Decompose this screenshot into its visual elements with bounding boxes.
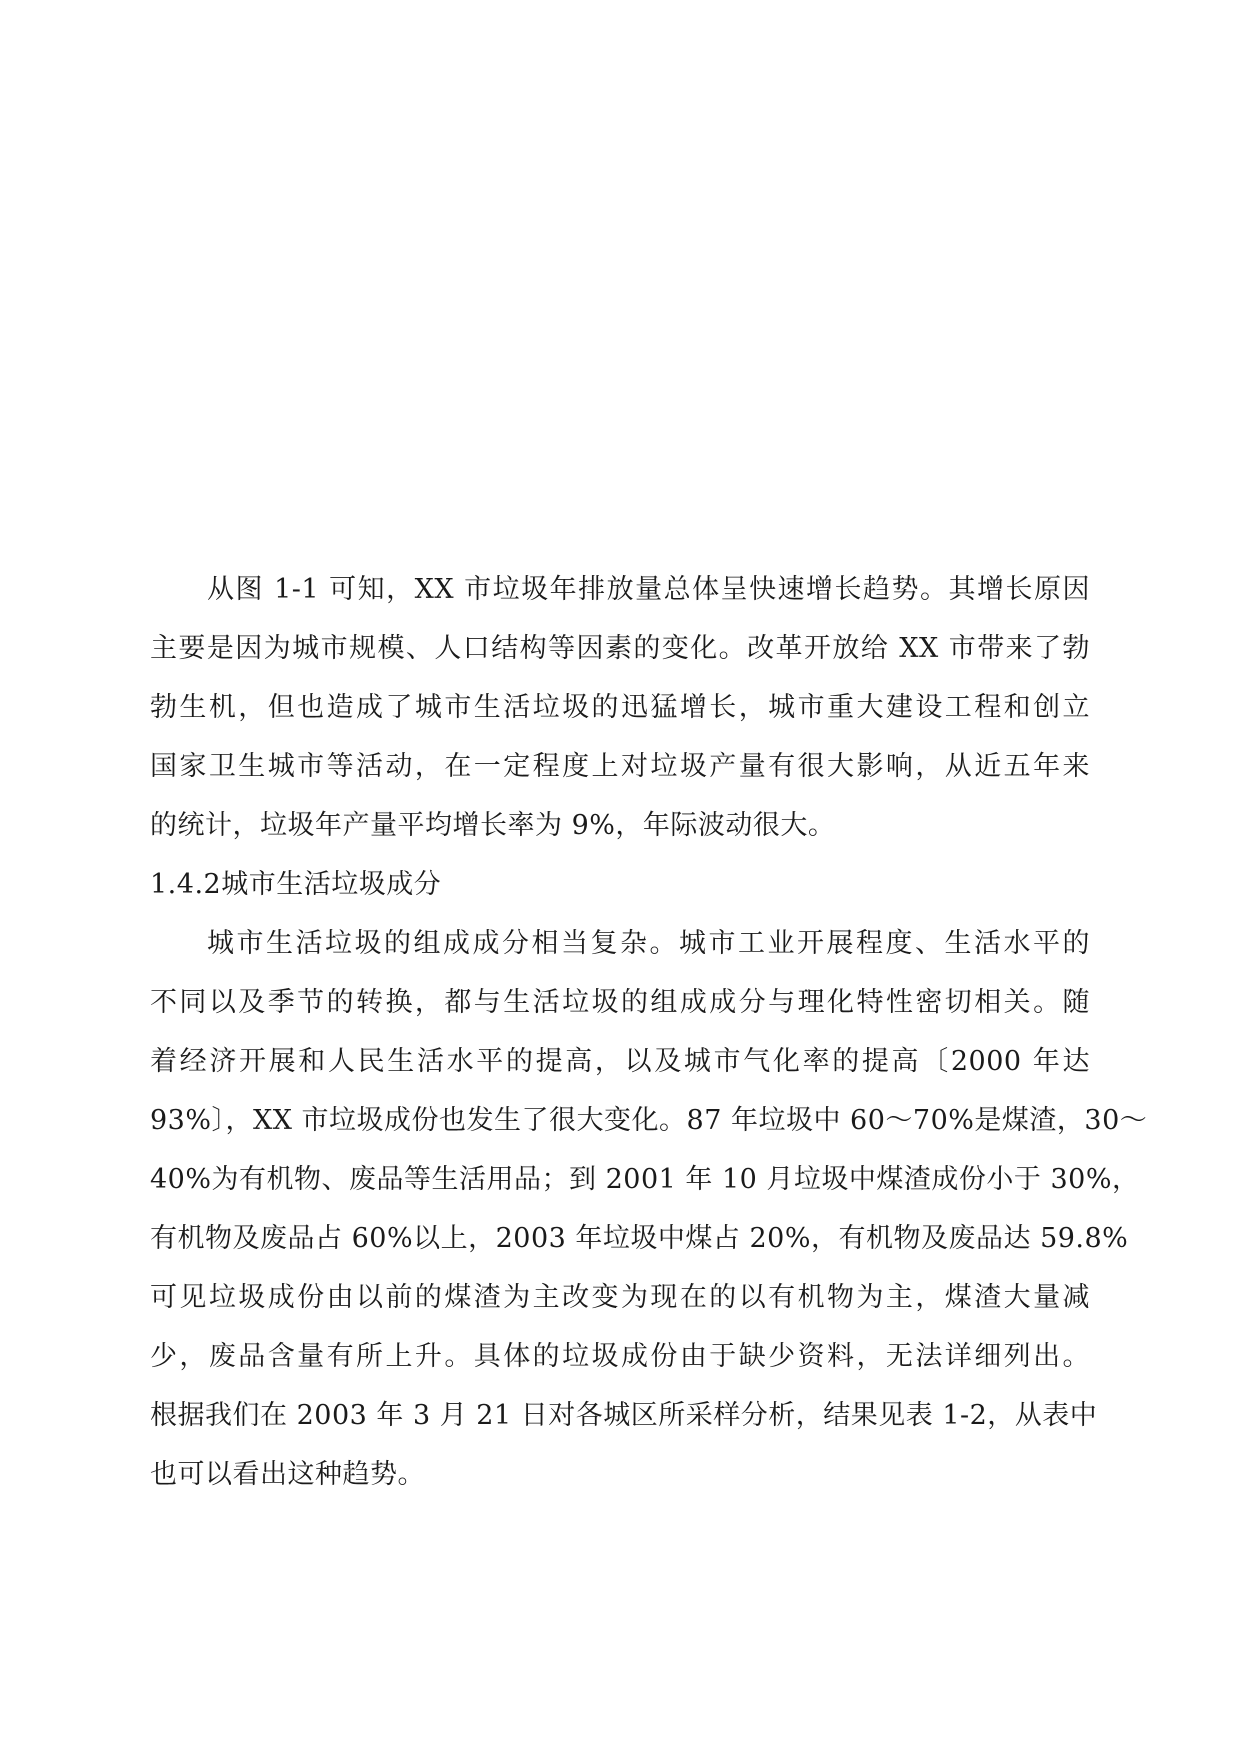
paragraph-2-line-9: 根据我们在 2003 年 3 月 21 日对各城区所采样分析，结果见表 1-2，从表中 [150,1400,1098,1431]
paragraph-2-line-8: 少，废品含量有所上升。具体的垃圾成份由于缺少资料，无法详细列出。 [150,1341,1090,1372]
paragraph-2-line-1: 城市生活垃圾的组成成分相当复杂。城市工业开展程度、生活水平的 [207,928,1090,959]
paragraph-1-line-5: 的统计，垃圾年产量平均增长率为 9%，年际波动很大。 [150,810,836,841]
paragraph-2-line-7: 可见垃圾成份由以前的煤渣为主改变为现在的以有机物为主，煤渣大量减 [150,1282,1090,1313]
paragraph-2-line-6: 有机物及废品占 60%以上，2003 年垃圾中煤占 20%，有机物及废品达 59.8% [150,1223,1129,1254]
paragraph-2-line-4: 93%〕，XX 市垃圾成份也发生了很大变化。87 年垃圾中 60～70%是煤渣，30～ [150,1105,1148,1136]
paragraph-2-line-5: 40%为有机物、废品等生活用品；到 2001 年 10 月垃圾中煤渣成份小于 30%， [150,1164,1140,1195]
paragraph-1-line-3: 勃生机，但也造成了城市生活垃圾的迅猛增长，城市重大建设工程和创立 [150,692,1090,723]
paragraph-1-line-4: 国家卫生城市等活动，在一定程度上对垃圾产量有很大影响，从近五年来 [150,751,1090,782]
paragraph-2-line-3: 着经济开展和人民生活水平的提高，以及城市气化率的提高〔2000 年达 [150,1046,1090,1077]
paragraph-1-line-1: 从图 1-1 可知，XX 市垃圾年排放量总体呈快速增长趋势。其增长原因 [207,574,1090,605]
paragraph-2-line-10: 也可以看出这种趋势。 [150,1459,425,1490]
paragraph-2-line-2: 不同以及季节的转换，都与生活垃圾的组成成分与理化特性密切相关。随 [150,987,1090,1018]
paragraph-1-line-2: 主要是因为城市规模、人口结构等因素的变化。改革开放给 XX 市带来了勃 [150,633,1090,664]
body-text [150,560,1148,1504]
section-heading: 1.4.2城市生活垃圾成分 [150,869,442,900]
